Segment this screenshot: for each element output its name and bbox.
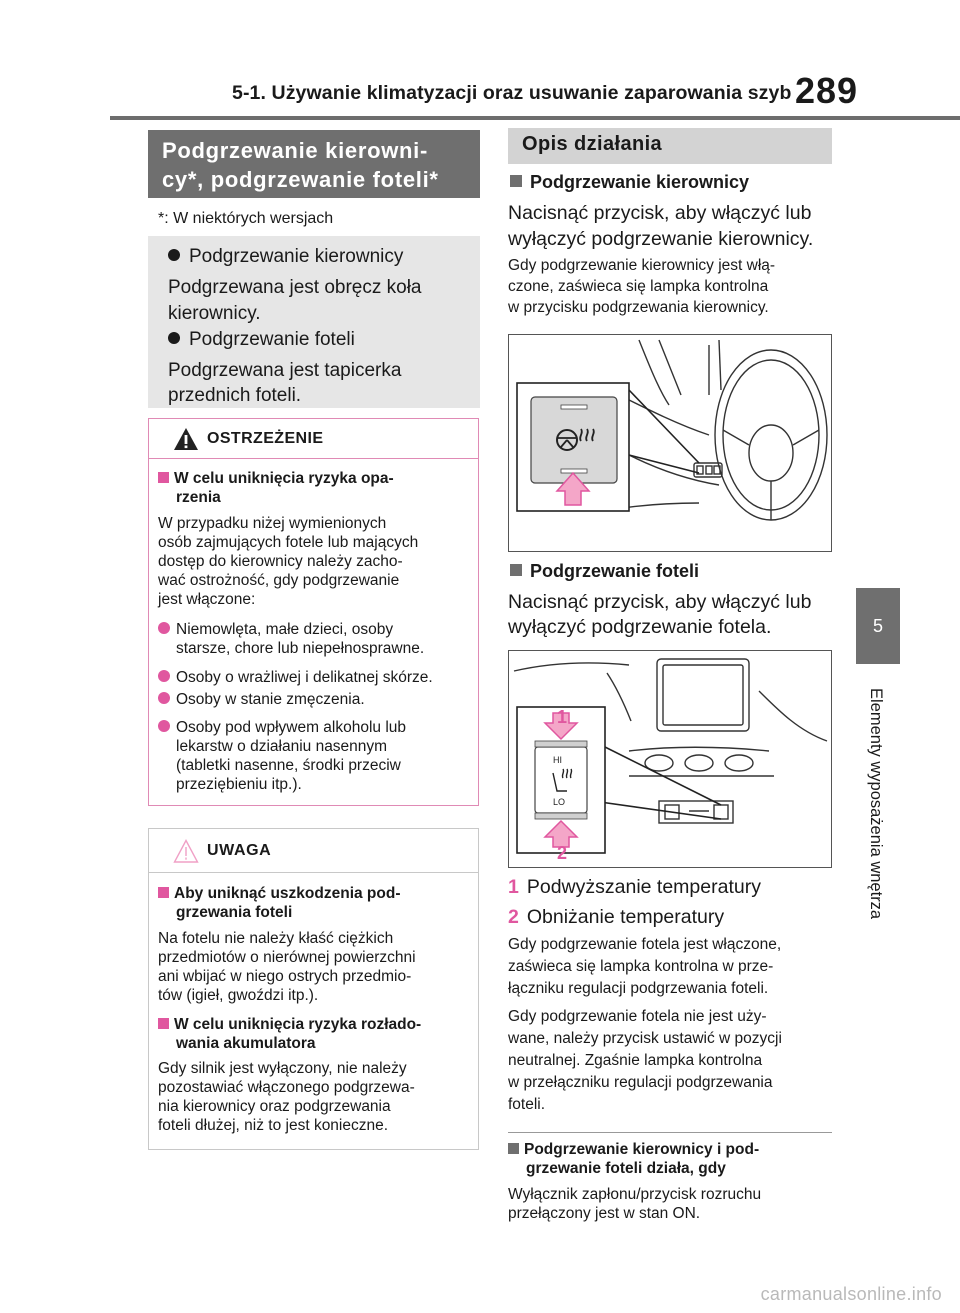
seat-note-2d: w przełączniku regulacji podgrzewania [508, 1074, 773, 1091]
warning-intro-5: jest włączone: [158, 591, 256, 608]
summary-desc-seat-1: Podgrzewana jest tapicerka [168, 360, 402, 381]
warning-bullet-4: Osoby pod wpływem alkoholu lub [158, 718, 406, 737]
condition-text-2: przełączony jest w stan ON. [508, 1205, 701, 1222]
seat-instruction-2: wyłączyć podgrzewanie fotela. [508, 616, 772, 638]
caution-text-2a: Gdy silnik jest wyłączony, nie należy [158, 1060, 407, 1077]
caution-text-1b: przedmiotów o nierównej powierzchni [158, 949, 416, 966]
seat-heater-illustration [508, 650, 832, 868]
steering-wheel-drawing [509, 335, 830, 550]
warning-intro-4: wać ostrożność, gdy podgrzewanie [158, 572, 400, 589]
seat-note-2e: foteli. [508, 1096, 546, 1113]
bullet-icon [168, 332, 180, 344]
condition-heading: Podgrzewanie kierownicy i pod- [508, 1140, 759, 1159]
caution-text-1c: ani wbijać w niego ostrych przedmio- [158, 968, 412, 985]
square-bullet-icon [158, 1018, 169, 1029]
pink-bullet-icon [158, 622, 170, 634]
seat-heading: Podgrzewanie foteli [510, 561, 699, 582]
watermark: carmanualsonline.info [760, 1284, 942, 1304]
page-number: 289 [795, 70, 859, 111]
footnote: *: W niektórych wersjach [158, 210, 334, 227]
section-heading [148, 130, 480, 198]
legend-item-1: 1 Podwyższanie temperatury [508, 876, 761, 898]
caution-triangle-icon [173, 839, 199, 863]
caution-subtitle-1b: grzewania foteli [176, 904, 293, 921]
square-bullet-icon [158, 472, 169, 483]
caution-text-1a: Na fotelu nie należy kłaść ciężkich [158, 930, 394, 947]
section-heading-line1: Podgrzewanie kierowni- [162, 138, 429, 163]
wheel-instruction-1: Nacisnąć przycisk, aby włączyć lub [508, 202, 812, 224]
summary-item-wheel: Podgrzewanie kierownicy [168, 244, 403, 269]
summary-desc-seat-2: przednich foteli. [168, 385, 302, 406]
warning-bullet-4b: lekarstw o działaniu nasennym [176, 738, 388, 755]
seat-note-1a: Gdy podgrzewanie fotela jest włączone, [508, 936, 782, 953]
square-bullet-icon [508, 1143, 519, 1154]
summary-item-seat: Podgrzewanie foteli [168, 327, 355, 352]
lo-label: LO [553, 797, 566, 807]
condition-heading-2: grzewanie foteli działa, gdy [526, 1160, 726, 1177]
warning-bullet-1b: starsze, chore lub niepełnosprawne. [176, 640, 425, 657]
header-rule [110, 116, 960, 120]
seat-note-1c: łączniku regulacji podgrzewania foteli. [508, 980, 769, 997]
warning-bullet-4c: (tabletki nasenne, środki przeciw [176, 757, 401, 774]
warning-bullet-4d: przeziębieniu itp.). [176, 776, 302, 793]
caution-subtitle-2b: wania akumulatora [176, 1035, 316, 1052]
summary-desc-wheel-1: Podgrzewana jest obręcz koła [168, 277, 422, 298]
wheel-instruction-2: wyłączyć podgrzewanie kierownicy. [508, 228, 814, 250]
warning-header [149, 419, 478, 459]
caution-subtitle-2: W celu uniknięcia ryzyka rozłado- [158, 1015, 421, 1034]
warning-bullet-1: Niemowlęta, małe dzieci, osoby [158, 620, 393, 639]
bullet-icon [168, 249, 180, 261]
seat-note-2a: Gdy podgrzewanie fotela nie jest uży- [508, 1008, 767, 1025]
warning-subtitle-2: rzenia [176, 489, 221, 506]
caution-header [149, 829, 478, 873]
wheel-note-2: czone, zaświeca się lampka kontrolna [508, 278, 769, 295]
seat-instruction-1: Nacisnąć przycisk, aby włączyć lub [508, 591, 812, 613]
legend-item-2: 2 Obniżanie temperatury [508, 906, 725, 928]
warning-intro-2: osób zajmujących fotele lub mających [158, 534, 419, 551]
condition-text-1: Wyłącznik zapłonu/przycisk rozruchu [508, 1186, 762, 1203]
seat-heater-drawing [509, 651, 830, 866]
pink-bullet-icon [158, 692, 170, 704]
seat-note-2c: neutralnej. Zgaśnie lampka kontrolna [508, 1052, 763, 1069]
warning-intro-3: dostęp do kierownicy należy zacho- [158, 553, 403, 570]
right-section-heading: Opis działania [508, 128, 832, 164]
section-heading-line2: cy*, podgrzewanie foteli* [162, 167, 439, 192]
pink-bullet-icon [158, 670, 170, 682]
chapter-label: Elementy wyposażenia wnętrza [867, 688, 885, 920]
square-bullet-icon [510, 564, 522, 576]
square-bullet-icon [158, 887, 169, 898]
seat-note-2b: wane, należy przycisk ustawić w pozycji [508, 1030, 782, 1047]
caution-text-2d: foteli dłużej, niż to jest konieczne. [158, 1117, 389, 1134]
wheel-heading: Podgrzewanie kierownicy [510, 172, 749, 193]
warning-intro-1: W przypadku niżej wymienionych [158, 515, 387, 532]
steering-heater-illustration [508, 334, 832, 552]
wheel-note-3: w przycisku podgrzewania kierownicy. [508, 299, 769, 316]
square-bullet-icon [510, 175, 522, 187]
warning-bullet-3: Osoby w stanie zmęczenia. [158, 690, 365, 709]
caution-subtitle-1: Aby uniknąć uszkodzenia pod- [158, 884, 401, 903]
caution-text-1d: tów (igieł, gwoździ itp.). [158, 987, 319, 1004]
warning-subtitle: W celu uniknięcia ryzyka opa- [158, 469, 394, 488]
caution-text-2c: nia kierownicy oraz podgrzewania [158, 1098, 391, 1115]
warning-title: OSTRZEŻENIE [207, 430, 324, 447]
warning-triangle-icon [173, 427, 199, 451]
warning-bullet-2: Osoby o wrażliwej i delikatnej skórze. [158, 668, 433, 687]
caution-title: UWAGA [207, 842, 272, 859]
caution-text-2b: pozostawiać włączonego podgrzewa- [158, 1079, 415, 1096]
callout-1: 1 [557, 707, 568, 727]
chapter-tab[interactable]: 5 [856, 588, 900, 664]
pink-bullet-icon [158, 720, 170, 732]
hi-label: HI [553, 755, 562, 765]
callout-2: 2 [557, 843, 568, 863]
divider [508, 1132, 832, 1133]
section-title: 5-1. Używanie klimatyzacji oraz usuwanie zaparowania szyb [232, 82, 792, 104]
summary-desc-wheel-2: kierownicy. [168, 303, 261, 324]
wheel-note-1: Gdy podgrzewanie kierownicy jest włą- [508, 257, 776, 274]
seat-note-1b: zaświeca się lampka kontrolna w prze- [508, 958, 774, 975]
